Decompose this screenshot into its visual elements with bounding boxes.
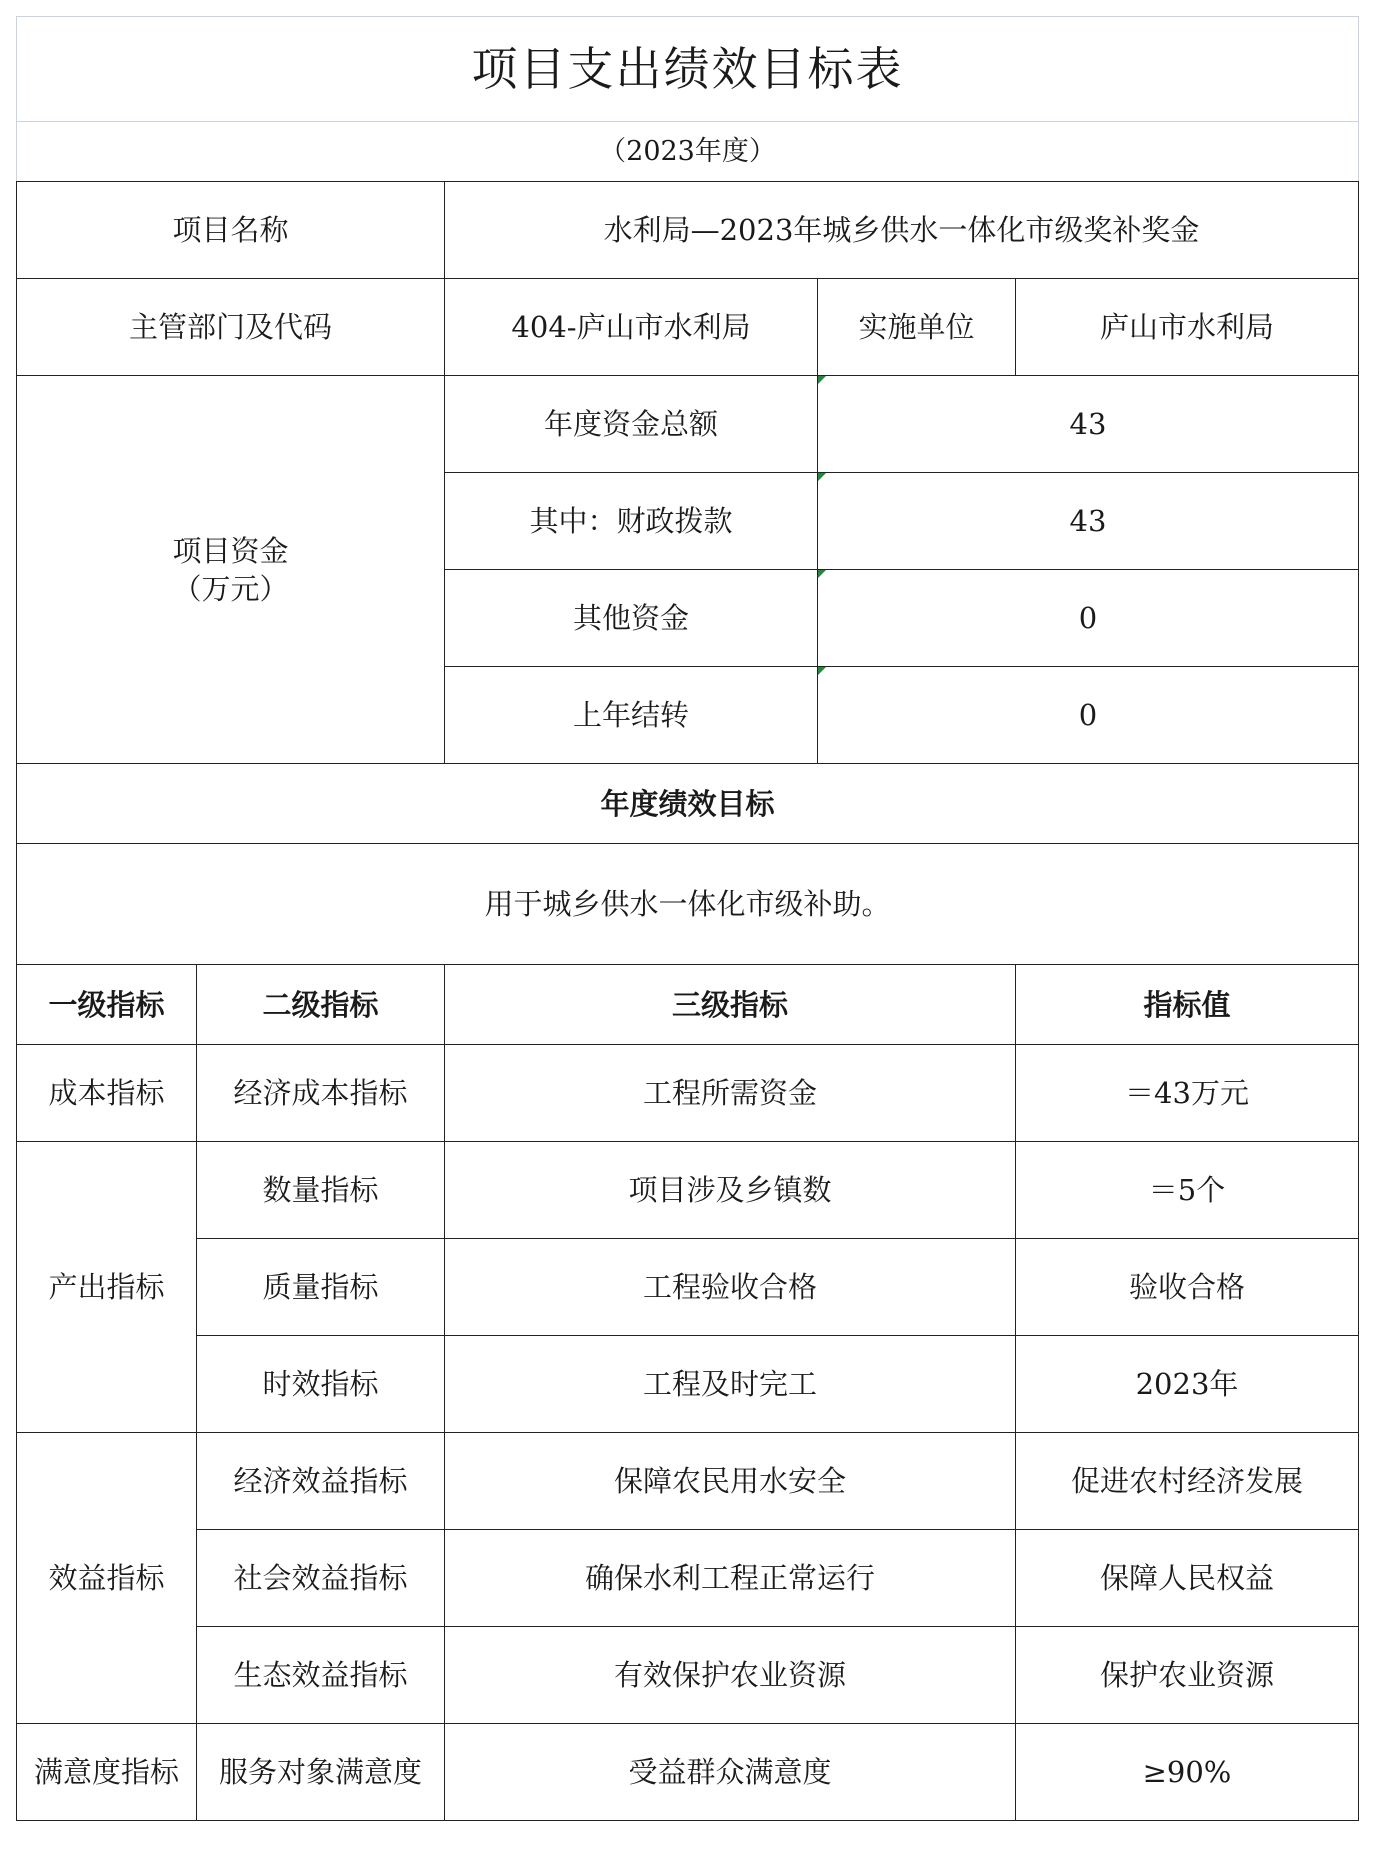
dept-value: 404-庐山市水利局 bbox=[445, 279, 818, 376]
indicator-level2: 社会效益指标 bbox=[197, 1530, 445, 1627]
header-value: 指标值 bbox=[1016, 965, 1359, 1045]
project-name-label: 项目名称 bbox=[17, 182, 445, 279]
indicator-value: 保护农业资源 bbox=[1016, 1627, 1359, 1724]
benefit-level1: 效益指标 bbox=[17, 1433, 197, 1724]
indicator-value: 2023年 bbox=[1016, 1336, 1359, 1433]
indicator-value: ＝5个 bbox=[1016, 1142, 1359, 1239]
funds-label-line1: 项目资金 bbox=[172, 533, 289, 568]
indicator-level3: 工程验收合格 bbox=[445, 1239, 1016, 1336]
funds-row-label: 其他资金 bbox=[445, 570, 818, 667]
goal-text: 用于城乡供水一体化市级补助。 bbox=[17, 844, 1359, 965]
fiscal-year: （2023年度） bbox=[17, 122, 1359, 182]
indicator-level2: 数量指标 bbox=[197, 1142, 445, 1239]
indicator-value: 验收合格 bbox=[1016, 1239, 1359, 1336]
indicator-level3: 项目涉及乡镇数 bbox=[445, 1142, 1016, 1239]
funds-row-label: 其中：财政拨款 bbox=[445, 473, 818, 570]
funds-row-label: 上年结转 bbox=[445, 667, 818, 764]
performance-target-table bbox=[16, 16, 1359, 1821]
indicator-value: ＝43万元 bbox=[1016, 1045, 1359, 1142]
indicator-level3: 确保水利工程正常运行 bbox=[445, 1530, 1016, 1627]
funds-label-line2: （万元） bbox=[172, 571, 289, 606]
satisfaction-level1: 满意度指标 bbox=[17, 1724, 197, 1821]
indicator-value: ≥90% bbox=[1016, 1724, 1359, 1821]
dept-label: 主管部门及代码 bbox=[17, 279, 445, 376]
indicator-level2: 时效指标 bbox=[197, 1336, 445, 1433]
indicator-level2: 质量指标 bbox=[197, 1239, 445, 1336]
implementing-unit-label: 实施单位 bbox=[818, 279, 1016, 376]
header-level2: 二级指标 bbox=[197, 965, 445, 1045]
funds-row-value: 0 bbox=[818, 570, 1359, 667]
indicator-value: 促进农村经济发展 bbox=[1016, 1433, 1359, 1530]
indicator-level2: 经济成本指标 bbox=[197, 1045, 445, 1142]
indicator-value: 保障人民权益 bbox=[1016, 1530, 1359, 1627]
indicator-level3: 受益群众满意度 bbox=[445, 1724, 1016, 1821]
indicator-level3: 保障农民用水安全 bbox=[445, 1433, 1016, 1530]
header-level3: 三级指标 bbox=[445, 965, 1016, 1045]
performance-target-sheet bbox=[16, 16, 1358, 1821]
indicator-level3: 工程及时完工 bbox=[445, 1336, 1016, 1433]
goal-heading: 年度绩效目标 bbox=[17, 764, 1359, 844]
indicator-level3: 工程所需资金 bbox=[445, 1045, 1016, 1142]
cost-level1: 成本指标 bbox=[17, 1045, 197, 1142]
indicator-level2: 经济效益指标 bbox=[197, 1433, 445, 1530]
project-name-value: 水利局—2023年城乡供水一体化市级奖补奖金 bbox=[445, 182, 1359, 279]
indicator-level2: 服务对象满意度 bbox=[197, 1724, 445, 1821]
indicator-level2: 生态效益指标 bbox=[197, 1627, 445, 1724]
funds-row-value: 43 bbox=[818, 473, 1359, 570]
implementing-unit-value: 庐山市水利局 bbox=[1016, 279, 1359, 376]
funds-row-label: 年度资金总额 bbox=[445, 376, 818, 473]
funds-row-value: 43 bbox=[818, 376, 1359, 473]
funds-label bbox=[17, 376, 445, 764]
funds-row-value: 0 bbox=[818, 667, 1359, 764]
sheet-title: 项目支出绩效目标表 bbox=[17, 17, 1359, 122]
indicator-level3: 有效保护农业资源 bbox=[445, 1627, 1016, 1724]
output-level1: 产出指标 bbox=[17, 1142, 197, 1433]
header-level1: 一级指标 bbox=[17, 965, 197, 1045]
